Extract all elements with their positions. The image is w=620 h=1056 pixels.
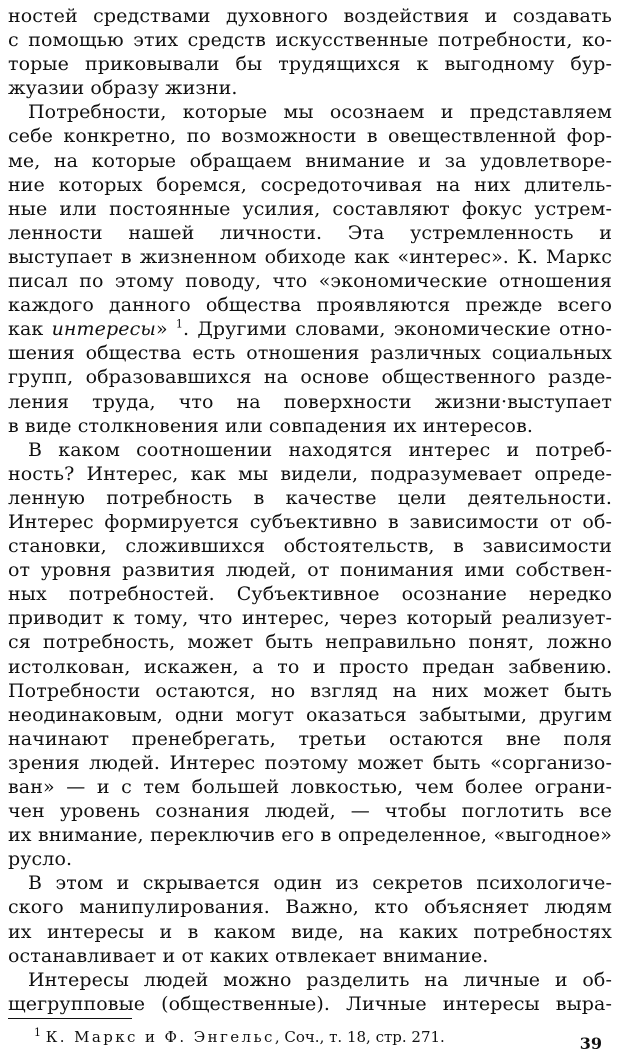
text-line: ностей средствами духовного воздействия и создавать	[8, 5, 612, 27]
text-segment: как	[8, 318, 52, 341]
footnote-divider	[8, 1018, 132, 1019]
text-line: ского манипулирования. Важно, кто объясняет людям	[8, 896, 612, 919]
text-line: их интересы и в каком виде, на каких потребностях	[8, 920, 612, 943]
text-line: ленности нашей личности. Эта устремленность и	[8, 221, 612, 244]
footnote-authors: К. Маркс и Ф. Энгельс	[45, 1028, 275, 1046]
text-line: Потребности, которые мы осознаем и представляем	[28, 101, 612, 124]
text-line: шения общества есть отношения различных социальных	[8, 342, 612, 365]
text-line: зрения людей. Интерес поэтому может быть «сорганизо-	[8, 751, 612, 774]
text-line: русло.	[8, 848, 73, 871]
text-line: с помощью этих средств искусственные потребности, ко-	[8, 29, 612, 52]
footnote	[34, 1028, 445, 1046]
text-line: неодинаковым, одни могут оказаться забытыми, другим	[8, 703, 612, 726]
text-line: останавливает и от каких отвлекает внимание.	[8, 944, 489, 967]
italic-word: интересы	[51, 318, 156, 341]
footnote-reference: , Соч., т. 18, стр. 271.	[274, 1028, 445, 1046]
text-line: Потребности остаются, но взгляд на них может быть	[8, 679, 612, 702]
text-line: становки, сложившихся обстоятельств, в зависимости	[8, 535, 612, 558]
footnote-ref: 1	[175, 317, 183, 331]
text-line: писал по этому поводу, что «экономические отношения	[8, 270, 612, 293]
text-line: ные или постоянные усилия, составляют фокус устрем-	[8, 197, 612, 220]
book-page	[8, 4, 612, 1052]
body-text	[8, 4, 612, 1016]
text-line: Интерес формируется субъективно в зависимости от об-	[8, 510, 612, 533]
page-number: 39	[579, 1034, 602, 1053]
text-line: групп, образовавшихся на основе общественного разде-	[8, 366, 612, 389]
text-line: Интересы людей можно разделить на личные и об-	[28, 968, 612, 991]
text-line: каждого данного общества проявляются прежде всего	[8, 294, 612, 317]
text-line: в виде столкновения или совпадения их интересов.	[8, 414, 534, 437]
text-line: ность? Интерес, как мы видели, подразумевает опреде-	[8, 462, 612, 485]
text-line: торые приковывали бы трудящихся к выгодному бур-	[8, 53, 612, 76]
text-line: ных потребностей. Субъективное осознание нередко	[8, 583, 612, 606]
text-line: ван» — и с тем большей ловкостью, чем более ограни-	[8, 776, 612, 798]
text-line: от уровня развития людей, от понимания ими собствен-	[8, 559, 612, 582]
text-line: истолкован, искажен, а то и просто предан забвению.	[8, 655, 612, 678]
text-segment: . Другими словами, экономические отно-	[182, 318, 612, 341]
text-segment: »	[155, 318, 176, 341]
text-line: В каком соотношении находятся интерес и потреб-	[28, 438, 612, 461]
text-line: щегрупповые (общественные). Личные интересы выра-	[8, 992, 612, 1015]
text-line: ся потребность, может быть неправильно понят, ложно	[8, 631, 612, 654]
text-line: ме, на которые обращаем внимание и за удовлетворе-	[8, 149, 612, 172]
text-line-with-quote	[8, 317, 612, 341]
text-line: себе конкретно, по возможности в овеществленной фор-	[8, 125, 612, 148]
footnote-marker: 1	[34, 1026, 41, 1039]
text-line: их внимание, переключив его в определенное, «выгодное»	[8, 824, 612, 847]
text-line: В этом и скрывается один из секретов психологиче-	[28, 872, 612, 895]
text-line: ние которых боремся, сосредоточивая на них длитель-	[8, 173, 612, 196]
text-line: ления труда, что на поверхности жизни·выступает	[8, 390, 612, 413]
text-line: начинают пренебрегать, третьи остаются вне поля	[8, 727, 612, 750]
text-line: выступает в жизненном обиходе как «интерес». К. Маркс	[8, 245, 612, 268]
text-line: жуазии образу жизни.	[8, 77, 238, 100]
text-line: приводит к тому, что интерес, через который реализует-	[8, 607, 612, 630]
text-line: ленную потребность в качестве цели деятельности.	[8, 486, 612, 509]
text-line: чен уровень сознания людей, — чтобы поглотить все	[8, 800, 612, 823]
